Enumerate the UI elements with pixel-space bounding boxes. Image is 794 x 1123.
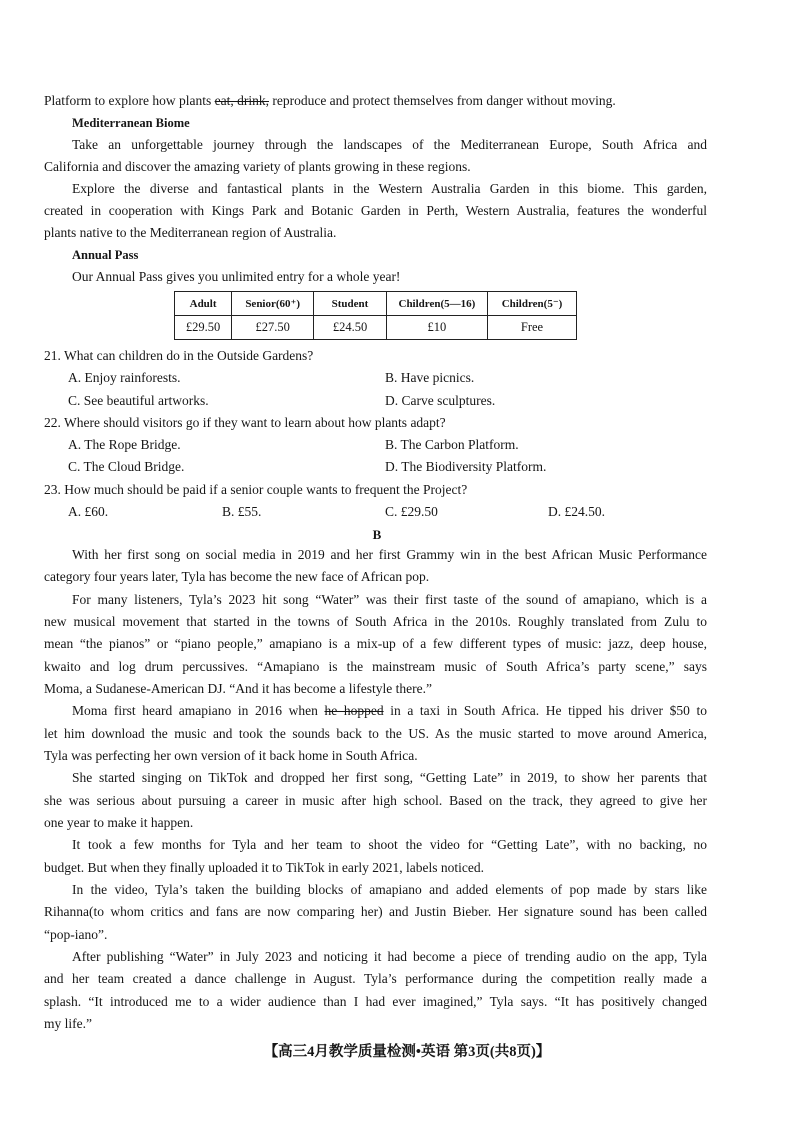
paragraph [44, 178, 707, 244]
paragraph-line: Moma, a Sudanese-American DJ. “And it has become a lifestyle there.” [44, 680, 432, 696]
table-header-cell: Student [314, 292, 387, 316]
paragraph [44, 544, 707, 589]
table-cell: £27.50 [232, 316, 314, 340]
annual-pass-price-table [174, 291, 577, 340]
table-header-cell: Children(5—16) [386, 292, 487, 316]
paragraph-line: and her team created a dance challenge in August. Tyla’s performance during the competition really made a [44, 971, 707, 987]
table-header-cell: Children(5⁻) [487, 292, 576, 316]
paragraph [44, 834, 707, 879]
option-a[interactable]: A. The Rope Bridge. [68, 437, 181, 453]
paragraph-line: my life.” [44, 1015, 92, 1031]
option-d[interactable]: D. Carve sculptures. [385, 392, 496, 408]
question [44, 345, 707, 412]
section-b-label: B [372, 527, 382, 542]
line-text: Moma first heard amapiano in 2016 when [72, 703, 325, 719]
question [44, 412, 707, 479]
paragraph [44, 700, 707, 767]
paragraph-line: It took a few months for Tyla and her team to shoot the video for “Getting Late”, with no backing, no [72, 837, 707, 853]
passage-b-section [44, 544, 707, 1035]
paragraph-line: created in cooperation with Kings Park and Botanic Garden in Perth, Western Australia, features the wonderful [44, 203, 707, 218]
line-text: in a taxi in South Africa. He tipped his driver $50 to [383, 703, 708, 719]
paragraph-line: new musical movement that started in the towns of South Africa in the 2010s. Roughly translated from Zulu to [44, 613, 707, 629]
paragraph-line: she was serious about pursuing a career in music after high school. Based on the track, they agreed to give her [44, 792, 707, 808]
paragraph-line: splash. “It introduced me to a wider audience than I had ever imagined,” Tyla says. “It has positively changed [44, 993, 707, 1009]
options-row [44, 501, 707, 523]
option-d[interactable]: D. The Biodiversity Platform. [385, 459, 547, 475]
options-row [44, 456, 707, 478]
page-footer: 【高三4月教学质量检测•英语 第3页(共8页)】 [263, 1044, 551, 1060]
section-heading: Mediterranean Biome [72, 116, 190, 130]
paragraph-line: let him download the music and took the sounds back to the US. As the music started to move around America, [44, 725, 707, 741]
paragraph-line: With her first song on social media in 2019 and her first Grammy win in the best African Music Performance [72, 547, 707, 562]
option-c[interactable]: C. The Cloud Bridge. [68, 459, 185, 475]
options-row [44, 434, 707, 456]
line-text: Platform to explore how plants [44, 93, 215, 108]
paragraph-line: Rihanna(to whom critics and fans are now comparing her) and Justin Bieber. Her signature sound has been called [44, 904, 707, 920]
paragraph [44, 589, 707, 701]
paragraph [44, 134, 707, 178]
options-row [44, 367, 707, 389]
struck-text: he hopped [324, 703, 384, 719]
table-cell: £29.50 [175, 316, 232, 340]
paragraph [44, 946, 707, 1035]
paragraph-line: In the video, Tyla’s taken the building blocks of amapiano and added elements of pop made by stars like [72, 881, 707, 897]
paragraph-line: Our Annual Pass gives you unlimited entry for a whole year! [72, 269, 401, 284]
option-c[interactable]: C. See beautiful artworks. [68, 392, 209, 408]
paragraph-line: mean “the pianos” or “piano people,” amapiano is a mix-up of a few different types of music: jazz, deep house, [44, 636, 707, 652]
paragraph-line [44, 700, 707, 722]
table-header-cell: Senior(60⁺) [232, 292, 314, 316]
table-cell: Free [487, 316, 576, 340]
paragraph-line: She started singing on TikTok and dropped her first song, “Getting Late” in 2019, to show her parents that [72, 770, 707, 786]
options-row [44, 390, 707, 412]
paragraph-line: Take an unforgettable journey through the landscapes of the Mediterranean Europe, South Africa and [72, 137, 707, 152]
paragraph-line: For many listeners, Tyla’s 2023 hit song “Water” was their first taste of the sound of amapiano, which is a [72, 591, 707, 607]
paragraph-line: “pop-iano”. [44, 926, 108, 942]
table-row [175, 316, 577, 340]
option-b[interactable]: B. Have picnics. [385, 370, 475, 386]
table-header-row [175, 292, 577, 316]
option-c[interactable]: C. £29.50 [385, 504, 438, 520]
paragraph-line: one year to make it happen. [44, 814, 194, 830]
paragraph-line: California and discover the amazing variety of plants growing in these regions. [44, 159, 471, 174]
paragraph-line: Tyla was perfecting her own version of it back home in South Africa. [44, 747, 418, 763]
option-a[interactable]: A. £60. [68, 504, 109, 520]
struck-text: eat, drink, [214, 93, 269, 108]
paragraph-line: After publishing “Water” in July 2023 and noticing it had become a piece of trending audio on the app, Tyla [72, 948, 707, 964]
paragraph-line: category four years later, Tyla has become the new face of African pop. [44, 569, 430, 585]
paragraph [44, 879, 707, 946]
option-d[interactable]: D. £24.50. [548, 504, 605, 520]
table-cell: £10 [386, 316, 487, 340]
section-heading: Annual Pass [72, 248, 139, 262]
table-header-cell: Adult [175, 292, 232, 316]
paragraph-line [44, 90, 707, 112]
paragraph-line: plants native to the Mediterranean region of Australia. [44, 225, 337, 240]
question-stem: 23. How much should be paid if a senior couple wants to frequent the Project? [44, 481, 468, 497]
passage-a-section [44, 90, 707, 288]
paragraph [44, 767, 707, 834]
option-b[interactable]: B. The Carbon Platform. [385, 437, 519, 453]
line-text: reproduce and protect themselves from danger without moving. [268, 93, 616, 108]
paragraph-line: Explore the diverse and fantastical plants in the Western Australia Garden in this biome. This garden, [72, 181, 707, 196]
paragraph-line: budget. But when they finally uploaded it to TikTok in early 2021, labels noticed. [44, 859, 484, 875]
questions-section [44, 345, 707, 523]
option-b[interactable]: B. £55. [222, 504, 262, 520]
question-stem: 22. Where should visitors go if they want to learn about how plants adapt? [44, 414, 446, 430]
question [44, 479, 707, 524]
table-cell: £24.50 [314, 316, 387, 340]
paragraph-line: kwaito and log drum percussives. “Amapiano is the mainstream music of South Africa’s party scene,” says [44, 658, 707, 674]
question-stem: 21. What can children do in the Outside Gardens? [44, 348, 314, 363]
option-a[interactable]: A. Enjoy rainforests. [68, 370, 181, 386]
